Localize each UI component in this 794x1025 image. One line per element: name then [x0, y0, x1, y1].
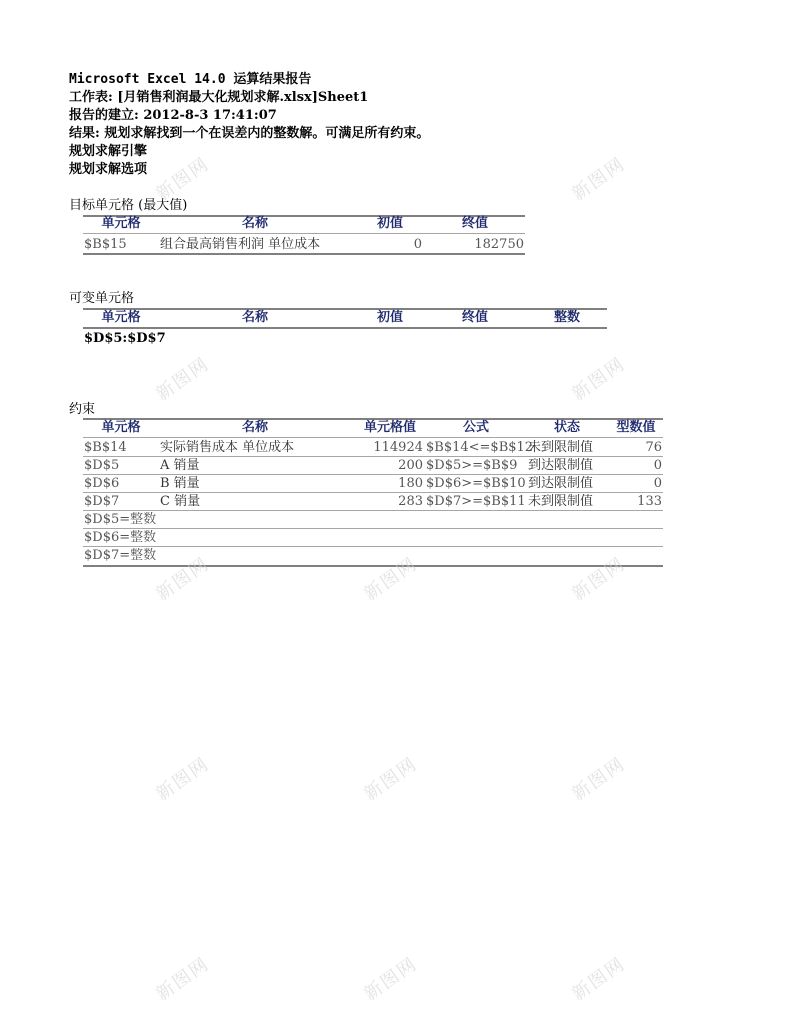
variable-header-initial: 初值	[376, 310, 403, 325]
constraint-row-cell: $B$14	[84, 440, 127, 455]
integer-row-rule	[83, 546, 663, 547]
variable-header-final: 终值	[461, 310, 488, 325]
constraint-row-formula: $D$7>=$B$11	[426, 494, 526, 509]
variable-top-rule	[83, 308, 607, 310]
objective-name: 组合最高销售利润 单位成本	[160, 237, 321, 252]
variable-section-title: 可变单元格	[69, 291, 135, 306]
constraint-row-cell: $D$7	[84, 494, 120, 509]
constraint-row-formula: $B$14<=$B$12	[426, 440, 534, 455]
watermark: 新图网	[568, 953, 630, 1006]
objective-header-final: 终值	[461, 216, 488, 231]
result-line: 结果: 规划求解找到一个在误差内的整数解。可满足所有约束。	[69, 126, 430, 141]
constraint-row-rule	[83, 474, 663, 475]
watermark: 新图网	[568, 753, 630, 806]
objective-bottom-rule	[83, 253, 525, 255]
constraint-row-rule	[83, 510, 663, 511]
watermark: 新图网	[568, 153, 630, 206]
objective-header-initial: 初值	[376, 216, 403, 231]
constraint-row-slack: 0	[653, 458, 662, 473]
constraint-row-formula: $D$6>=$B$10	[426, 476, 526, 491]
constraint-row-value: 180	[398, 476, 423, 491]
constraints-header-formula: 公式	[462, 420, 489, 435]
solver-engine-line: 规划求解引擎	[69, 144, 148, 159]
watermark: 新图网	[568, 353, 630, 406]
solver-options-line: 规划求解选项	[69, 162, 148, 177]
constraint-row-name: 实际销售成本 单位成本	[160, 440, 295, 455]
variable-header-name: 名称	[241, 310, 268, 325]
watermark: 新图网	[152, 353, 214, 406]
objective-header-cell: 单元格	[101, 216, 141, 231]
constraint-row-name: B 销量	[160, 476, 200, 491]
variable-header-cell: 单元格	[101, 310, 141, 325]
objective-header-rule	[83, 233, 525, 234]
constraints-header-slack: 型数值	[616, 420, 656, 435]
constraint-row-status: 到达限制值	[528, 458, 594, 473]
watermark: 新图网	[360, 753, 422, 806]
integer-constraint-row: $D$6=整数	[84, 530, 157, 545]
constraint-row-name: C 销量	[160, 494, 201, 509]
watermark: 新图网	[568, 553, 630, 606]
constraints-header-name: 名称	[241, 420, 268, 435]
objective-final: 182750	[474, 237, 524, 252]
objective-header-name: 名称	[241, 216, 268, 231]
watermark: 新图网	[360, 953, 422, 1006]
constraints-header-value: 单元格值	[363, 420, 416, 435]
constraints-header-status: 状态	[553, 420, 580, 435]
watermark: 新图网	[360, 553, 422, 606]
constraint-row-value: 200	[398, 458, 423, 473]
constraint-row-status: 未到限制值	[528, 440, 594, 455]
integer-row-rule	[83, 528, 663, 529]
constraint-row-name: A 销量	[160, 458, 200, 473]
report-title: Microsoft Excel 14.0 运算结果报告	[69, 72, 312, 87]
constraint-row-slack: 76	[645, 440, 662, 455]
constraint-row-value: 114924	[373, 440, 423, 455]
objective-initial: 0	[413, 237, 422, 252]
watermark: 新图网	[152, 753, 214, 806]
constraint-row-cell: $D$6	[84, 476, 120, 491]
objective-cell: $B$15	[84, 237, 127, 252]
constraint-row-value: 283	[398, 494, 423, 509]
integer-constraint-row: $D$7=整数	[84, 548, 157, 563]
constraint-row-status: 到达限制值	[528, 476, 594, 491]
constraints-section-title: 约束	[69, 402, 96, 417]
constraints-bottom-rule	[83, 565, 663, 567]
constraint-row-formula: $D$5>=$B$9	[426, 458, 518, 473]
variable-header-rule	[83, 327, 607, 329]
constraint-row-cell: $D$5	[84, 458, 120, 473]
constraint-row-slack: 0	[653, 476, 662, 491]
integer-constraint-row: $D$5=整数	[84, 512, 157, 527]
constraint-row-rule	[83, 456, 663, 457]
watermark: 新图网	[152, 553, 214, 606]
worksheet-line: 工作表: [月销售利润最大化规划求解.xlsx]Sheet1	[69, 90, 369, 105]
constraint-row-status: 未到限制值	[528, 494, 594, 509]
objective-section-title: 目标单元格 (最大值)	[69, 198, 188, 213]
constraints-header-rule	[83, 437, 663, 438]
watermark: 新图网	[152, 953, 214, 1006]
constraint-row-rule	[83, 492, 663, 493]
variable-cell-range: $D$5:$D$7	[84, 331, 166, 346]
constraints-header-cell: 单元格	[101, 420, 141, 435]
created-line: 报告的建立: 2012-8-3 17:41:07	[69, 108, 277, 123]
constraint-row-slack: 133	[637, 494, 662, 509]
variable-header-integer: 整数	[553, 310, 580, 325]
watermark: 新图网	[152, 153, 214, 206]
